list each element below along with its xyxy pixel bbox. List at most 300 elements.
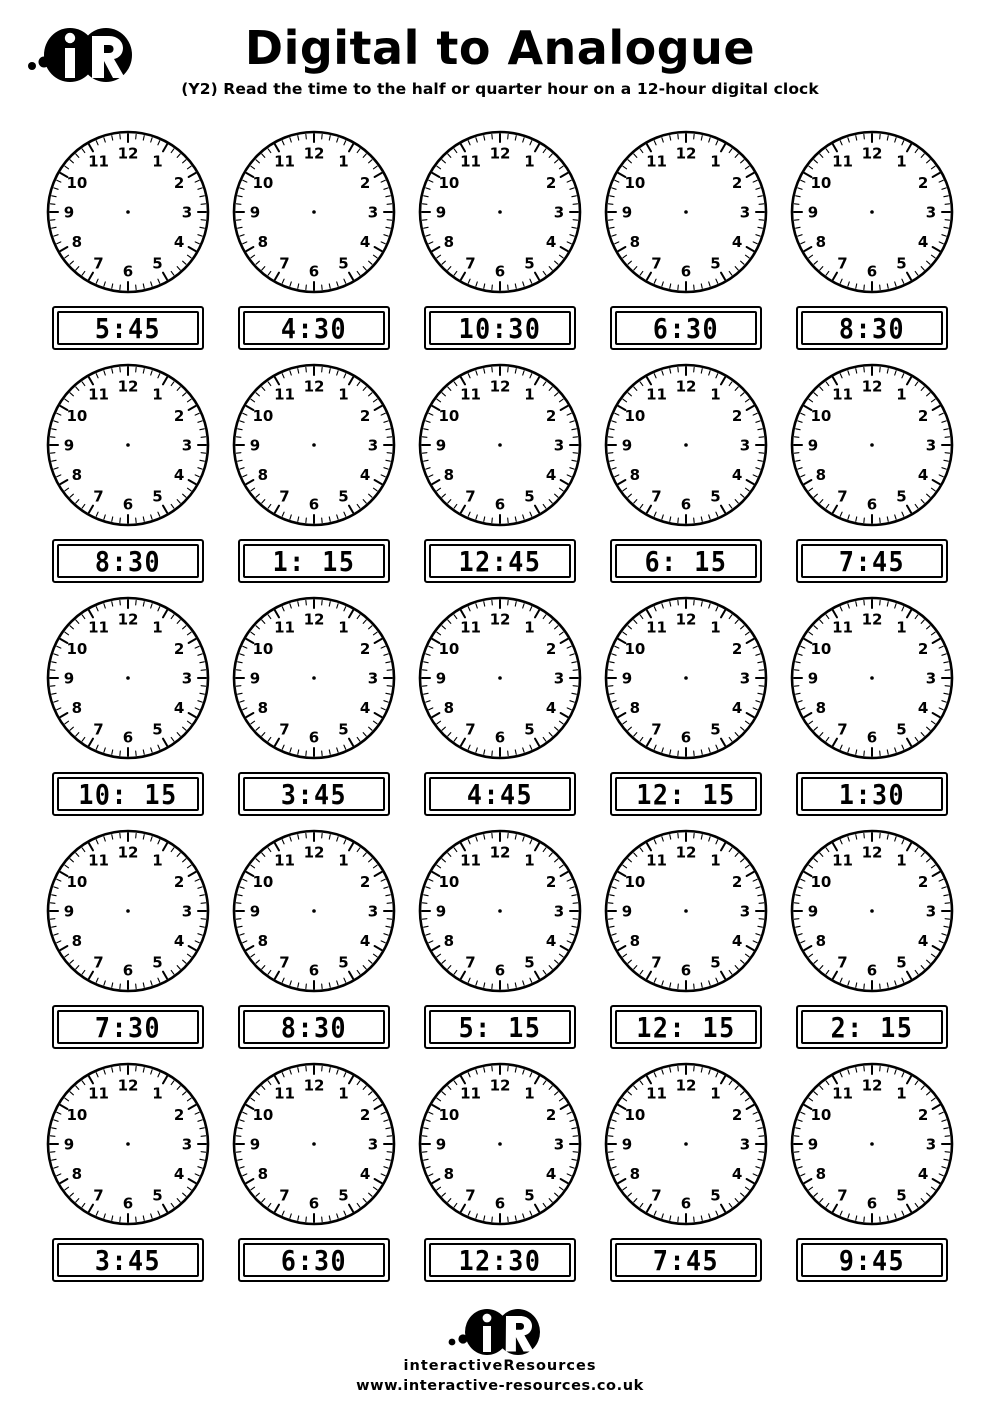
- digital-time-text: 6: 15: [644, 544, 728, 578]
- digital-clock-display: [610, 306, 762, 350]
- digital-time-text: 12: 15: [636, 777, 736, 811]
- svg-text:12: 12: [117, 144, 139, 163]
- analogue-clock-face[interactable]: [42, 825, 214, 997]
- digital-clock-bezel: [429, 544, 571, 578]
- analogue-clock-face[interactable]: [228, 126, 400, 298]
- svg-text:2: 2: [359, 873, 371, 891]
- analogue-clock-face[interactable]: [600, 126, 772, 298]
- page-title: Digital to Analogue: [244, 21, 756, 75]
- svg-text:9: 9: [249, 669, 261, 688]
- digital-clock-display: [796, 539, 948, 583]
- svg-text:4: 4: [545, 932, 557, 950]
- digital-clock-display: [424, 772, 576, 816]
- analogue-clock-face[interactable]: [42, 592, 214, 764]
- analogue-clock-face[interactable]: [42, 1058, 214, 1230]
- svg-text:5: 5: [524, 1186, 535, 1205]
- svg-text:11: 11: [274, 385, 295, 404]
- svg-text:9: 9: [63, 436, 75, 455]
- svg-text:7: 7: [651, 254, 662, 273]
- svg-text:5: 5: [152, 487, 163, 506]
- question-cell: [779, 825, 965, 1049]
- page-subtitle: (Y2) Read the time to the half or quarter hour on a 12-hour digital clock: [181, 80, 819, 99]
- svg-text:9: 9: [63, 203, 75, 222]
- svg-text:6: 6: [308, 1194, 320, 1213]
- svg-text:5: 5: [710, 1186, 721, 1205]
- svg-text:8: 8: [257, 466, 269, 484]
- svg-text:4: 4: [917, 932, 929, 950]
- svg-text:1: 1: [710, 385, 721, 404]
- svg-text:9: 9: [63, 1135, 75, 1154]
- svg-text:4: 4: [731, 233, 743, 251]
- digital-clock-bezel: [429, 311, 571, 345]
- svg-text:11: 11: [832, 1084, 853, 1103]
- svg-text:2: 2: [917, 407, 929, 425]
- svg-text:12: 12: [303, 1076, 325, 1095]
- svg-text:4: 4: [173, 932, 185, 950]
- digital-clock-bezel: [801, 1243, 943, 1277]
- digital-clock-bezel: [57, 777, 199, 811]
- digital-clock-display: [52, 772, 204, 816]
- svg-text:11: 11: [274, 618, 295, 637]
- svg-text:4: 4: [359, 932, 371, 950]
- digital-clock-display: [796, 306, 948, 350]
- svg-text:10: 10: [438, 1106, 460, 1124]
- svg-text:11: 11: [88, 618, 109, 637]
- footer-logo-icon: [440, 1306, 560, 1356]
- digital-clock-bezel: [243, 544, 385, 578]
- analogue-clock-face[interactable]: [786, 359, 958, 531]
- svg-text:8: 8: [443, 233, 455, 251]
- svg-text:1: 1: [896, 385, 907, 404]
- svg-text:1: 1: [338, 152, 349, 171]
- footer-company-name: interactiveResources: [403, 1358, 597, 1374]
- svg-text:7: 7: [465, 1186, 476, 1205]
- svg-text:1: 1: [524, 618, 535, 637]
- svg-text:11: 11: [460, 1084, 481, 1103]
- svg-text:4: 4: [917, 699, 929, 717]
- svg-text:10: 10: [66, 174, 88, 192]
- svg-text:2: 2: [173, 640, 185, 658]
- svg-text:7: 7: [837, 1186, 848, 1205]
- svg-text:3: 3: [925, 669, 937, 688]
- svg-text:2: 2: [173, 873, 185, 891]
- svg-text:12: 12: [117, 843, 139, 862]
- digital-clock-display: [52, 1238, 204, 1282]
- svg-text:5: 5: [152, 254, 163, 273]
- svg-text:4: 4: [173, 233, 185, 251]
- digital-time-text: 7:45: [652, 1243, 720, 1277]
- svg-text:5: 5: [524, 720, 535, 739]
- digital-clock-display: [796, 1005, 948, 1049]
- question-cell: [593, 359, 779, 583]
- svg-text:10: 10: [252, 873, 274, 891]
- digital-time-text: 8:30: [94, 544, 162, 578]
- svg-text:10: 10: [624, 407, 646, 425]
- analogue-clock-face[interactable]: [414, 126, 586, 298]
- digital-clock-display: [610, 1005, 762, 1049]
- svg-text:3: 3: [553, 203, 565, 222]
- svg-text:5: 5: [338, 254, 349, 273]
- svg-text:11: 11: [88, 152, 109, 171]
- svg-text:7: 7: [465, 254, 476, 273]
- question-cell: [407, 126, 593, 350]
- svg-text:4: 4: [917, 233, 929, 251]
- svg-text:4: 4: [173, 699, 185, 717]
- svg-text:12: 12: [675, 144, 697, 163]
- digital-time-text: 6:30: [652, 311, 720, 345]
- svg-text:2: 2: [545, 174, 557, 192]
- analogue-clock-face[interactable]: [414, 359, 586, 531]
- svg-text:5: 5: [896, 720, 907, 739]
- svg-text:3: 3: [925, 203, 937, 222]
- svg-text:12: 12: [675, 377, 697, 396]
- svg-text:6: 6: [866, 262, 878, 281]
- svg-text:10: 10: [66, 407, 88, 425]
- question-cell: [779, 592, 965, 816]
- svg-text:1: 1: [524, 851, 535, 870]
- digital-time-text: 10: 15: [78, 777, 178, 811]
- digital-clock-bezel: [615, 1010, 757, 1044]
- digital-clock-display: [52, 539, 204, 583]
- digital-clock-bezel: [243, 777, 385, 811]
- svg-text:9: 9: [435, 1135, 447, 1154]
- svg-text:7: 7: [651, 953, 662, 972]
- svg-text:9: 9: [807, 669, 819, 688]
- digital-clock-bezel: [801, 544, 943, 578]
- svg-text:10: 10: [810, 873, 832, 891]
- svg-text:3: 3: [553, 1135, 565, 1154]
- svg-text:10: 10: [438, 640, 460, 658]
- svg-text:10: 10: [438, 407, 460, 425]
- svg-text:12: 12: [861, 610, 883, 629]
- svg-text:9: 9: [249, 203, 261, 222]
- svg-text:4: 4: [731, 1165, 743, 1183]
- svg-text:7: 7: [93, 953, 104, 972]
- svg-text:5: 5: [524, 254, 535, 273]
- svg-text:5: 5: [524, 953, 535, 972]
- svg-text:8: 8: [815, 699, 827, 717]
- question-cell: [593, 126, 779, 350]
- svg-text:6: 6: [680, 495, 692, 514]
- digital-time-text: 4:30: [280, 311, 348, 345]
- svg-text:5: 5: [710, 720, 721, 739]
- svg-text:3: 3: [739, 902, 751, 921]
- svg-text:10: 10: [66, 873, 88, 891]
- svg-text:8: 8: [815, 932, 827, 950]
- analogue-clock-face[interactable]: [786, 1058, 958, 1230]
- svg-text:5: 5: [524, 487, 535, 506]
- digital-clock-bezel: [243, 1243, 385, 1277]
- svg-text:4: 4: [173, 1165, 185, 1183]
- svg-text:9: 9: [249, 436, 261, 455]
- svg-text:2: 2: [545, 1106, 557, 1124]
- analogue-clock-face[interactable]: [228, 825, 400, 997]
- svg-text:3: 3: [367, 436, 379, 455]
- svg-text:9: 9: [807, 902, 819, 921]
- svg-text:4: 4: [359, 699, 371, 717]
- svg-text:8: 8: [629, 233, 641, 251]
- svg-text:1: 1: [896, 152, 907, 171]
- svg-text:3: 3: [553, 436, 565, 455]
- svg-text:12: 12: [489, 610, 511, 629]
- svg-text:5: 5: [896, 254, 907, 273]
- svg-text:1: 1: [710, 618, 721, 637]
- digital-clock-display: [238, 1005, 390, 1049]
- svg-text:9: 9: [807, 1135, 819, 1154]
- svg-text:1: 1: [710, 851, 721, 870]
- svg-text:12: 12: [117, 377, 139, 396]
- question-cell: [779, 126, 965, 350]
- svg-text:7: 7: [837, 254, 848, 273]
- svg-text:10: 10: [252, 407, 274, 425]
- svg-text:12: 12: [117, 1076, 139, 1095]
- page-header: [0, 0, 1000, 120]
- digital-clock-display: [52, 306, 204, 350]
- analogue-clock-face[interactable]: [786, 592, 958, 764]
- digital-clock-bezel: [615, 311, 757, 345]
- svg-text:8: 8: [71, 233, 83, 251]
- svg-text:9: 9: [435, 436, 447, 455]
- svg-text:6: 6: [308, 728, 320, 747]
- digital-time-text: 9:45: [838, 1243, 906, 1277]
- svg-text:3: 3: [925, 902, 937, 921]
- digital-clock-bezel: [57, 1243, 199, 1277]
- svg-text:10: 10: [252, 640, 274, 658]
- svg-text:6: 6: [866, 1194, 878, 1213]
- digital-clock-display: [238, 1238, 390, 1282]
- svg-text:7: 7: [465, 487, 476, 506]
- svg-text:1: 1: [152, 385, 163, 404]
- svg-text:12: 12: [861, 144, 883, 163]
- footer-website: www.interactive-resources.co.uk: [356, 1378, 644, 1394]
- analogue-clock-face[interactable]: [414, 592, 586, 764]
- svg-text:8: 8: [71, 699, 83, 717]
- svg-text:6: 6: [308, 262, 320, 281]
- svg-text:11: 11: [646, 1084, 667, 1103]
- svg-text:4: 4: [359, 233, 371, 251]
- svg-text:8: 8: [71, 466, 83, 484]
- analogue-clock-face[interactable]: [228, 1058, 400, 1230]
- svg-text:12: 12: [861, 843, 883, 862]
- svg-text:8: 8: [257, 1165, 269, 1183]
- svg-text:11: 11: [88, 385, 109, 404]
- question-cell: [35, 1058, 221, 1282]
- svg-text:6: 6: [494, 728, 506, 747]
- svg-text:3: 3: [367, 902, 379, 921]
- svg-text:9: 9: [807, 436, 819, 455]
- digital-clock-bezel: [57, 1010, 199, 1044]
- svg-text:6: 6: [494, 1194, 506, 1213]
- svg-text:3: 3: [181, 1135, 193, 1154]
- analogue-clock-face[interactable]: [786, 126, 958, 298]
- analogue-clock-face[interactable]: [600, 825, 772, 997]
- analogue-clock-face[interactable]: [42, 359, 214, 531]
- svg-text:3: 3: [181, 436, 193, 455]
- digital-time-text: 7:30: [94, 1010, 162, 1044]
- digital-clock-display: [424, 539, 576, 583]
- svg-text:2: 2: [359, 407, 371, 425]
- digital-clock-bezel: [801, 311, 943, 345]
- svg-text:1: 1: [338, 385, 349, 404]
- svg-text:10: 10: [624, 640, 646, 658]
- svg-text:12: 12: [303, 843, 325, 862]
- svg-text:11: 11: [460, 385, 481, 404]
- digital-clock-display: [796, 772, 948, 816]
- question-cell: [407, 825, 593, 1049]
- svg-text:6: 6: [680, 1194, 692, 1213]
- svg-text:4: 4: [731, 932, 743, 950]
- svg-text:2: 2: [731, 174, 743, 192]
- question-cell: [221, 126, 407, 350]
- svg-text:9: 9: [435, 203, 447, 222]
- digital-time-text: 7:45: [838, 544, 906, 578]
- analogue-clock-face[interactable]: [600, 359, 772, 531]
- svg-text:2: 2: [731, 1106, 743, 1124]
- analogue-clock-face[interactable]: [786, 825, 958, 997]
- analogue-clock-face[interactable]: [414, 825, 586, 997]
- svg-text:2: 2: [731, 640, 743, 658]
- svg-text:2: 2: [359, 174, 371, 192]
- svg-text:10: 10: [810, 174, 832, 192]
- analogue-clock-face[interactable]: [42, 126, 214, 298]
- svg-text:10: 10: [438, 873, 460, 891]
- svg-text:10: 10: [624, 174, 646, 192]
- svg-text:4: 4: [173, 466, 185, 484]
- svg-text:1: 1: [896, 1084, 907, 1103]
- digital-time-text: 6:30: [280, 1243, 348, 1277]
- svg-text:9: 9: [621, 436, 633, 455]
- svg-text:3: 3: [367, 669, 379, 688]
- question-cell: [779, 359, 965, 583]
- svg-text:4: 4: [917, 1165, 929, 1183]
- svg-text:7: 7: [651, 1186, 662, 1205]
- svg-text:9: 9: [63, 902, 75, 921]
- svg-text:11: 11: [274, 152, 295, 171]
- analogue-clock-face[interactable]: [600, 1058, 772, 1230]
- brand-logo-icon: [22, 24, 142, 86]
- svg-text:6: 6: [494, 495, 506, 514]
- svg-text:6: 6: [494, 262, 506, 281]
- svg-text:5: 5: [338, 953, 349, 972]
- svg-text:4: 4: [731, 699, 743, 717]
- svg-text:3: 3: [181, 203, 193, 222]
- svg-text:5: 5: [338, 1186, 349, 1205]
- svg-text:11: 11: [832, 152, 853, 171]
- digital-time-text: 3:45: [94, 1243, 162, 1277]
- svg-text:5: 5: [896, 487, 907, 506]
- svg-text:7: 7: [279, 1186, 290, 1205]
- digital-time-text: 3:45: [280, 777, 348, 811]
- svg-text:2: 2: [545, 640, 557, 658]
- svg-text:8: 8: [443, 932, 455, 950]
- svg-text:7: 7: [465, 720, 476, 739]
- svg-text:8: 8: [815, 233, 827, 251]
- digital-clock-bezel: [615, 777, 757, 811]
- digital-time-text: 12:30: [458, 1243, 542, 1277]
- svg-text:6: 6: [122, 495, 134, 514]
- svg-text:11: 11: [460, 152, 481, 171]
- svg-text:12: 12: [303, 144, 325, 163]
- svg-text:11: 11: [88, 1084, 109, 1103]
- svg-text:5: 5: [710, 254, 721, 273]
- svg-text:7: 7: [837, 953, 848, 972]
- svg-text:4: 4: [359, 1165, 371, 1183]
- svg-text:11: 11: [274, 1084, 295, 1103]
- analogue-clock-face[interactable]: [600, 592, 772, 764]
- svg-text:7: 7: [837, 720, 848, 739]
- svg-text:12: 12: [675, 610, 697, 629]
- svg-text:9: 9: [621, 669, 633, 688]
- svg-text:7: 7: [279, 487, 290, 506]
- svg-text:2: 2: [545, 407, 557, 425]
- svg-text:11: 11: [646, 851, 667, 870]
- svg-text:8: 8: [815, 1165, 827, 1183]
- svg-text:8: 8: [257, 699, 269, 717]
- svg-text:2: 2: [917, 174, 929, 192]
- svg-text:1: 1: [152, 618, 163, 637]
- svg-text:8: 8: [815, 466, 827, 484]
- svg-text:5: 5: [152, 953, 163, 972]
- digital-clock-display: [424, 1005, 576, 1049]
- digital-time-text: 8:30: [838, 311, 906, 345]
- svg-text:12: 12: [675, 843, 697, 862]
- svg-text:7: 7: [93, 254, 104, 273]
- svg-text:3: 3: [739, 669, 751, 688]
- digital-clock-display: [424, 1238, 576, 1282]
- svg-text:1: 1: [152, 1084, 163, 1103]
- question-cell: [221, 592, 407, 816]
- svg-text:10: 10: [66, 1106, 88, 1124]
- svg-text:1: 1: [710, 1084, 721, 1103]
- svg-text:11: 11: [274, 851, 295, 870]
- svg-text:2: 2: [731, 407, 743, 425]
- svg-text:3: 3: [925, 436, 937, 455]
- svg-text:3: 3: [181, 669, 193, 688]
- svg-text:8: 8: [629, 1165, 641, 1183]
- svg-text:6: 6: [680, 262, 692, 281]
- question-cell: [35, 592, 221, 816]
- svg-text:10: 10: [252, 174, 274, 192]
- svg-text:2: 2: [731, 873, 743, 891]
- svg-text:6: 6: [866, 495, 878, 514]
- svg-text:2: 2: [359, 1106, 371, 1124]
- svg-text:1: 1: [152, 851, 163, 870]
- svg-text:9: 9: [435, 669, 447, 688]
- digital-clock-display: [610, 1238, 762, 1282]
- svg-text:8: 8: [443, 466, 455, 484]
- svg-text:1: 1: [524, 152, 535, 171]
- svg-text:4: 4: [545, 1165, 557, 1183]
- svg-text:11: 11: [832, 618, 853, 637]
- svg-text:2: 2: [545, 873, 557, 891]
- digital-time-text: 12: 15: [636, 1010, 736, 1044]
- analogue-clock-face[interactable]: [228, 359, 400, 531]
- svg-text:10: 10: [438, 174, 460, 192]
- question-cell: [221, 359, 407, 583]
- svg-text:3: 3: [553, 902, 565, 921]
- svg-text:1: 1: [338, 618, 349, 637]
- svg-text:8: 8: [257, 932, 269, 950]
- svg-text:8: 8: [71, 1165, 83, 1183]
- svg-text:10: 10: [624, 873, 646, 891]
- svg-text:12: 12: [303, 610, 325, 629]
- analogue-clock-face[interactable]: [414, 1058, 586, 1230]
- digital-clock-display: [238, 772, 390, 816]
- svg-text:8: 8: [71, 932, 83, 950]
- digital-clock-bezel: [801, 1010, 943, 1044]
- analogue-clock-face[interactable]: [228, 592, 400, 764]
- question-cell: [779, 1058, 965, 1282]
